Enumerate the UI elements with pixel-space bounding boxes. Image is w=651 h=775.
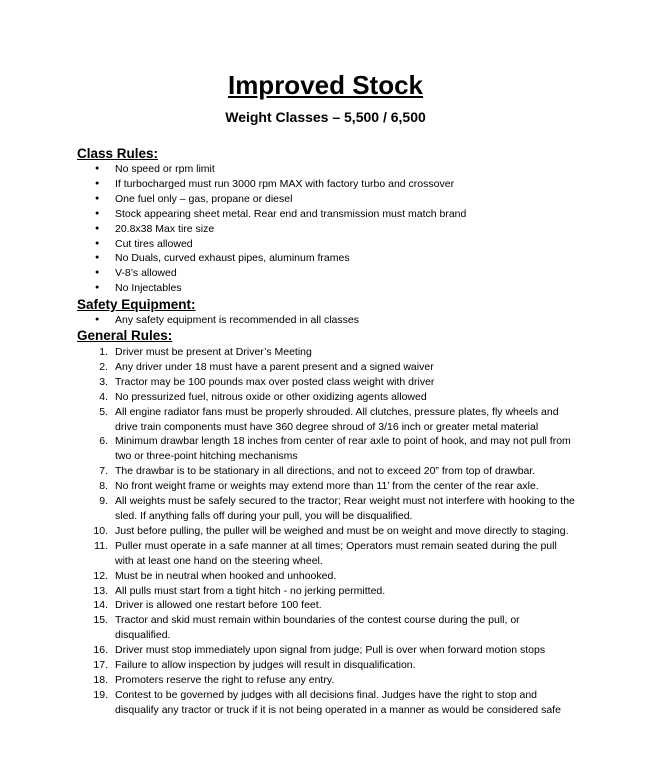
rule-number: 17.: [93, 659, 108, 672]
rule-item: [77, 494, 577, 524]
rule-item: [77, 345, 577, 360]
safety-equipment-list: [77, 313, 577, 328]
item-text: Any safety equipment is recommended in all classes: [115, 314, 359, 326]
rule-number: 15.: [93, 614, 108, 627]
rule-number: 5.: [99, 405, 108, 418]
bullet-item: [77, 266, 577, 281]
rule-item: [77, 390, 577, 405]
rule-number: 8.: [99, 480, 108, 493]
general-rules-list: [77, 345, 577, 718]
class-rules-list: [77, 162, 577, 296]
bullet-item: [77, 313, 577, 328]
item-text: Stock appearing sheet metal. Rear end and transmission must match brand: [115, 207, 467, 220]
item-text: Just before pulling, the puller will be weighed and must be on weight and move directly to staging.: [115, 524, 569, 537]
rule-item: [77, 375, 577, 390]
rule-number: 10.: [93, 524, 108, 537]
item-text: Any driver under 18 must have a parent present and a signed waiver: [115, 360, 434, 373]
bullet-item: [77, 162, 577, 177]
item-text: Tractor and skid must remain within boundaries of the contest course during the pull, or disqualified.: [115, 614, 520, 642]
rule-item: [77, 598, 577, 613]
item-text: No Duals, curved exhaust pipes, aluminum frames: [115, 252, 350, 265]
rule-number: 16.: [93, 644, 108, 657]
safety-equipment-heading: Safety Equipment:: [77, 297, 196, 312]
item-text: Cut tires allowed: [115, 237, 193, 250]
bullet-item: [77, 281, 577, 296]
rule-item: [77, 539, 577, 569]
rule-number: 13.: [93, 584, 108, 597]
bullet-item: [77, 237, 577, 252]
item-text: No front weight frame or weights may extend more than 11’ from the center of the rear axle.: [115, 480, 539, 493]
rule-item: [77, 613, 577, 643]
rule-item: [77, 688, 577, 718]
item-text: No Injectables: [115, 282, 182, 295]
class-rules-heading: Class Rules:: [77, 146, 159, 161]
rule-number: 3.: [99, 375, 108, 388]
bullet-item: [77, 251, 577, 266]
bullet-item: [77, 192, 577, 207]
bullet-item: [77, 177, 577, 192]
rule-item: [77, 673, 577, 688]
bullet-item: [77, 207, 577, 222]
page-subtitle: Weight Classes – 5,500 / 6,500: [225, 109, 426, 125]
item-text: Puller must operate in a safe manner at all times; Operators must remain seated during the pull with at least one hand on the steering wheel.: [115, 539, 557, 567]
item-text: Must be in neutral when hooked and unhooked.: [115, 569, 337, 582]
item-text: Driver must stop immediately upon signal from judge; Pull is over when forward motion stops: [115, 644, 546, 657]
item-text: 20.8x38 Max tire size: [115, 222, 215, 235]
rule-number: 6.: [99, 435, 108, 448]
rule-item: [77, 479, 577, 494]
general-rules-heading: General Rules:: [77, 328, 173, 343]
rule-number: 1.: [99, 346, 108, 358]
rule-item: [77, 524, 577, 539]
item-text: All engine radiator fans must be properly shrouded. All clutches, pressure plates, fly wheels and drive train components must have 360 degree shroud of 3/16 inch or greater metal material: [115, 405, 559, 433]
item-text: Minimum drawbar length 18 inches from center of rear axle to point of hook, and may not pull from two or three-point hitching mechanisms: [115, 435, 571, 463]
rule-number: 14.: [93, 599, 108, 612]
item-text: One fuel only – gas, propane or diesel: [115, 192, 293, 205]
rule-item: [77, 643, 577, 658]
rule-number: 12.: [93, 569, 108, 582]
page-title: Improved Stock: [227, 70, 424, 100]
rule-number: 19.: [93, 688, 108, 701]
item-text: Tractor may be 100 pounds max over posted class weight with driver: [115, 375, 435, 388]
rule-item: [77, 464, 577, 479]
rule-number: 11.: [94, 539, 108, 552]
rule-item: [77, 434, 577, 464]
rule-item: [77, 405, 577, 435]
item-text: Driver must be present at Driver’s Meeting: [115, 346, 312, 358]
item-text: V-8’s allowed: [115, 267, 177, 280]
item-text: Contest to be governed by judges with all decisions final. Judges have the right to stop and disqualify any tractor or truck if it is not being operated in a manner as would be considered safe: [115, 688, 561, 716]
rule-item: [77, 569, 577, 584]
item-text: All pulls must start from a tight hitch - no jerking permitted.: [115, 584, 386, 597]
item-text: If turbocharged must run 3000 rpm MAX with factory turbo and crossover: [115, 177, 455, 190]
rule-number: 18.: [93, 673, 108, 686]
rule-number: 7.: [99, 465, 108, 478]
item-text: The drawbar is to be stationary in all directions, and not to exceed 20” from top of drawbar.: [115, 465, 536, 478]
rule-number: 9.: [99, 495, 108, 508]
item-text: Promoters reserve the right to refuse any entry.: [115, 673, 335, 686]
item-text: No pressurized fuel, nitrous oxide or other oxidizing agents allowed: [115, 390, 427, 403]
rule-number: 4.: [99, 390, 108, 403]
rule-item: [77, 360, 577, 375]
rule-item: [77, 584, 577, 599]
item-text: All weights must be safely secured to the tractor; Rear weight must not interfere with hooking to the sled. If anything falls off during your pull, you will be disqualified.: [115, 495, 575, 522]
item-text: Driver is allowed one restart before 100 feet.: [115, 599, 322, 612]
bullet-item: [77, 222, 577, 237]
item-text: No speed or rpm limit: [115, 163, 215, 175]
item-text: Failure to allow inspection by judges will result in disqualification.: [115, 659, 416, 672]
rule-number: 2.: [99, 360, 108, 373]
rule-item: [77, 658, 577, 673]
